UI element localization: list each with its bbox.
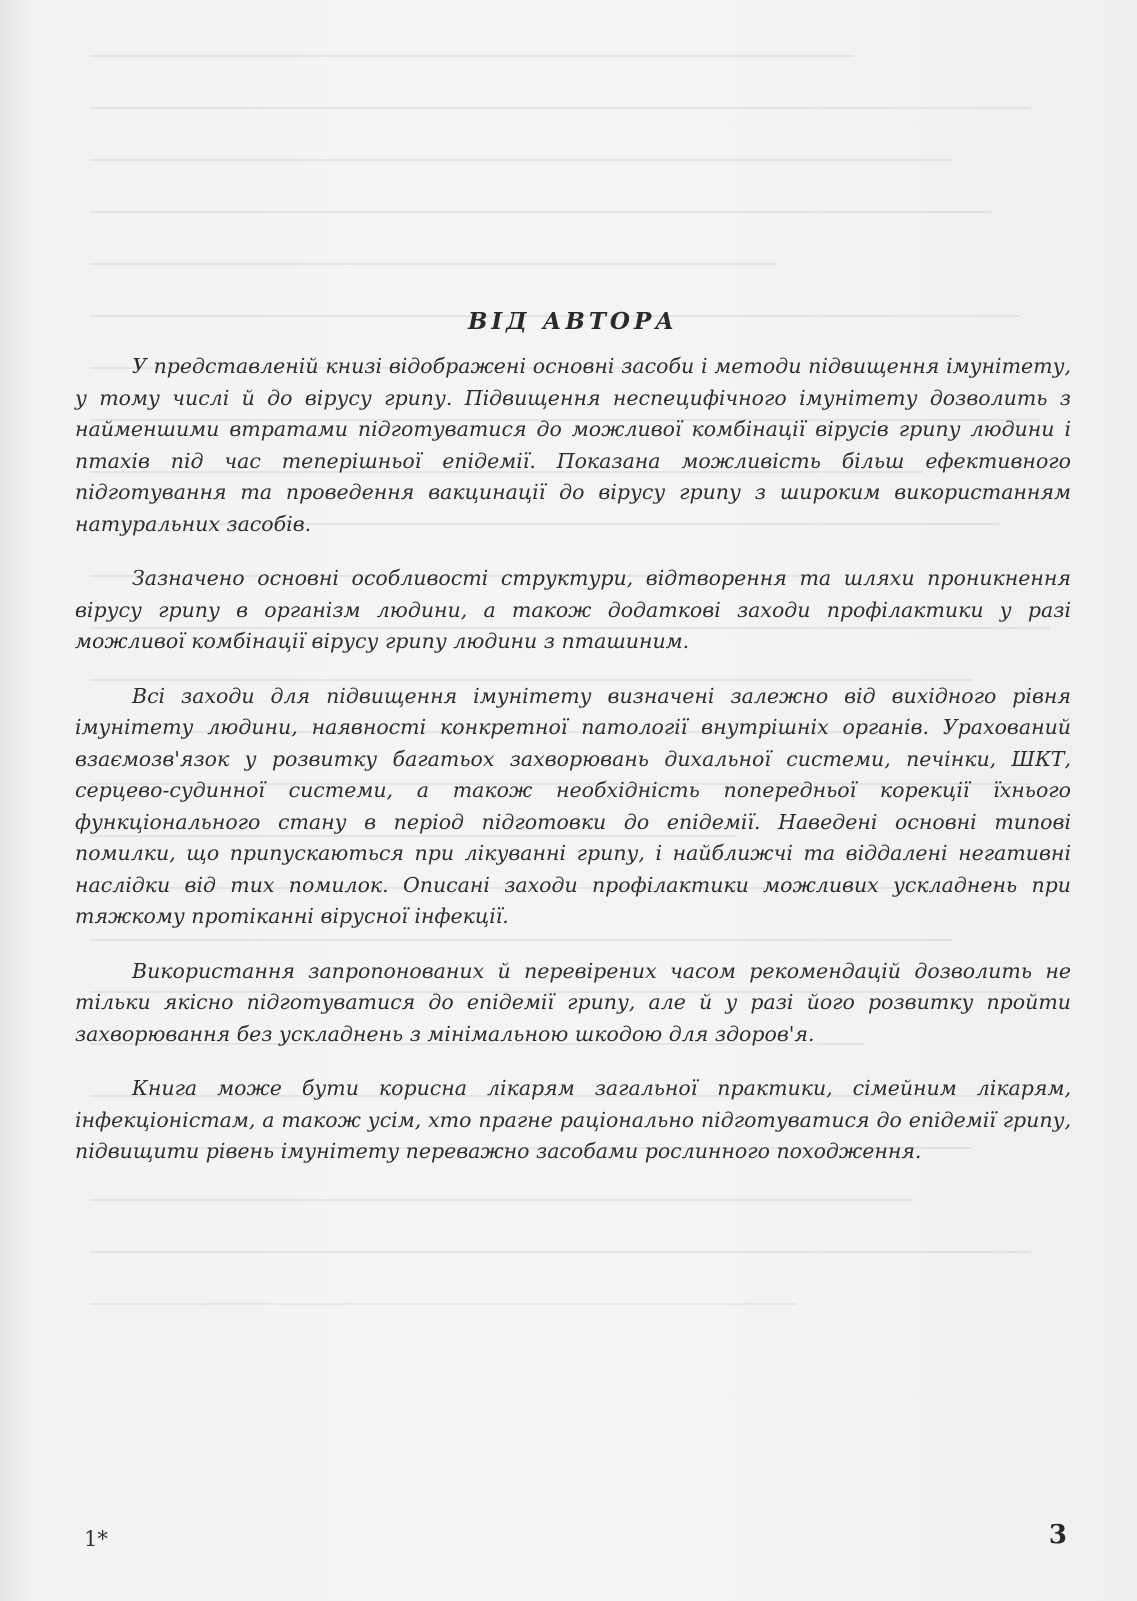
preface-paragraph-3: Всі заходи для підвищення імунітету визначені залежно від вихідного рівня імунітету людини, наявності конкретної патології внутрішніх органів. Урахований взаємозв'язок у розвитку багатьох захворювань дихальної системи, печінки, ШКТ, серцево-судинної системи, а також необхідність попередньої корекції їхнього функціонального стану в період підготовки до епідемії. Наведені основні типові помилки, що припускаються при лікуванні грипу, і найближчі та віддалені негативні наслідки від тих помилок. Описані заходи профілактики можливих ускладнень при тяжкому протіканні вірусної інфекції. [75,683,1071,928]
signature-mark: 1* [84,1527,108,1551]
preface-heading: ВІД АВТОРА [467,308,678,335]
preface-section [75,308,1071,1191]
page-number: 3 [1048,1520,1067,1550]
preface-paragraph-5: Книга може бути корисна лікарям загальної практики, сімейним лікарям, інфекціоністам, а також усім, хто прагне раціонально підготуватися до епідемії грипу, підвищити рівень імунітету переважно засобами рослинного походження. [75,1076,1071,1163]
preface-paragraph-4: Використання запропонованих й перевірених часом рекомендацій дозволить не тільки якісно підготуватися до епідемії грипу, але й у разі його розвитку пройти захворювання без ускладнень з мінімальною шкодою для здоров'я. [75,958,1071,1046]
preface-paragraph-1: У представленій книзі відображені основні засоби і методи підвищення імунітету, у тому числі й до вірусу грипу. Підвищення неспецифічного імунітету дозволить з найменшими втратами підготуватися до можливої комбінації вірусів грипу людини і птахів під час теперішньої епідемії. Показана можливість більш ефективного підготування та проведення вакцинації до вірусу грипу з широким використанням натуральних засобів. [75,354,1071,536]
preface-paragraph-2: Зазначено основні особливості структури, відтворення та шляхи проникнення вірусу грипу в організм людини, а також додаткові заходи профілактики у разі можливої комбінації вірусу грипу людини з пташиним. [75,566,1071,653]
